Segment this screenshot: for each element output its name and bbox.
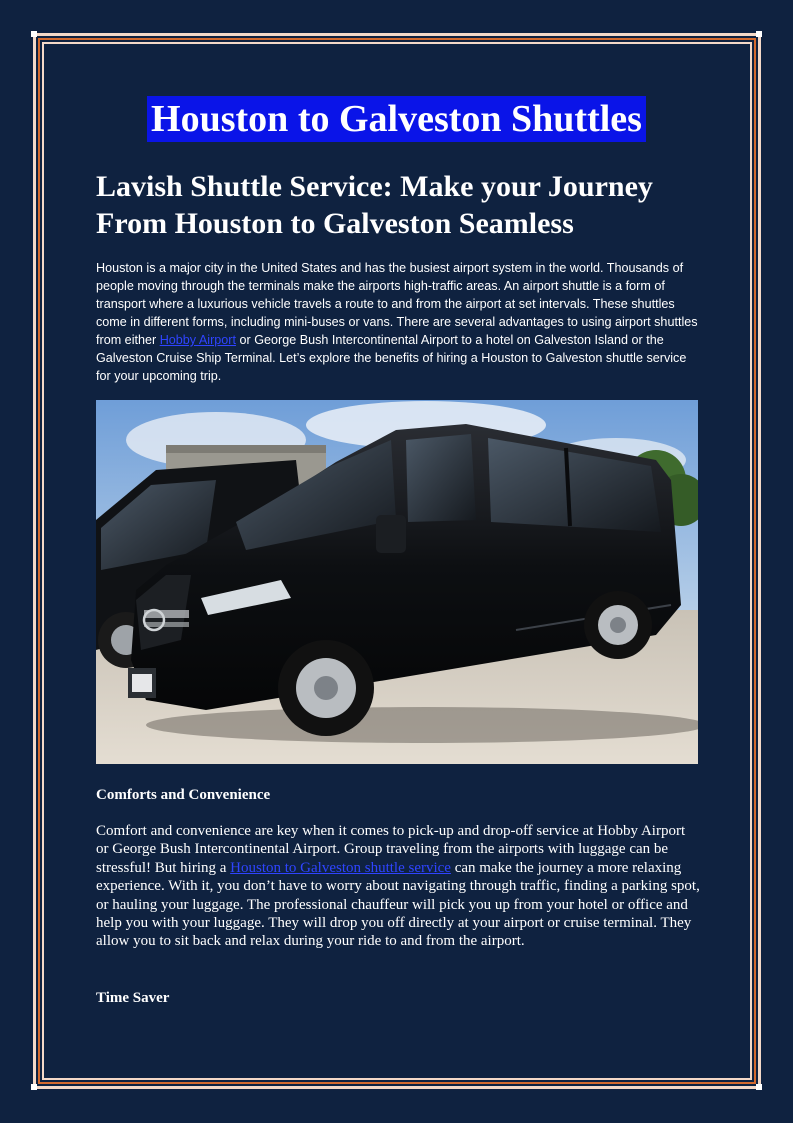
section-heading-time-saver: Time Saver xyxy=(96,990,170,1006)
hobby-airport-link[interactable]: Hobby Airport xyxy=(159,333,237,347)
shuttle-service-link[interactable]: Houston to Galveston shuttle service xyxy=(230,859,451,876)
corner-ornament xyxy=(756,1084,762,1090)
page-title: Houston to Galveston Shuttles xyxy=(147,96,646,142)
comforts-paragraph xyxy=(96,822,701,951)
intro-text-part1: Houston is a major city in the United States and has the busiest airport system in the world. Thousands of people moving through the terminals make the airports high-traffic areas. An airport shuttle is a form of transport where a luxurious vehicle travels a route to and from the airport at set intervals. These shuttles come in different forms, including mini-buses or vans. There are several advantages to using airport shuttles from either xyxy=(96,261,698,347)
corner-ornament xyxy=(31,31,37,37)
comforts-text-part2: can make the journey a more relaxing experience. With it, you don’t have to worry about navigating through traffic, finding a parking spot, or hauling your luggage. The professional chauffeur will pick you up from your hotel or office and help you with your luggage. They will drop you off directly at your airport or cruise terminal. They allow you to sit back and relax during your ride to and from the airport. xyxy=(96,859,700,950)
shuttle-van-photo xyxy=(96,400,698,764)
intro-paragraph xyxy=(96,259,701,385)
intro-text-part2: or George Bush Intercontinental Airport to a hotel on Galveston Island or the Galveston Cruise Ship Terminal. Let’s explore the benefits of hiring a Houston to Galveston shuttle service for your upcoming trip. xyxy=(96,333,687,383)
shuttle-van-illustration xyxy=(96,400,698,764)
comforts-text-part1: Comfort and convenience are key when it comes to pick-up and drop-off service at Hobby Airport or George Bush Intercontinental Airport. Group traveling from the airports with luggage can be stressful! But hiring a xyxy=(96,823,686,876)
title-wrapper xyxy=(0,96,793,142)
article-subtitle: Lavish Shuttle Service: Make your Journey From Houston to Galveston Seamless xyxy=(96,170,653,240)
corner-ornament xyxy=(31,1084,37,1090)
corner-ornament xyxy=(756,31,762,37)
section-heading-comforts: Comforts and Convenience xyxy=(96,787,271,803)
